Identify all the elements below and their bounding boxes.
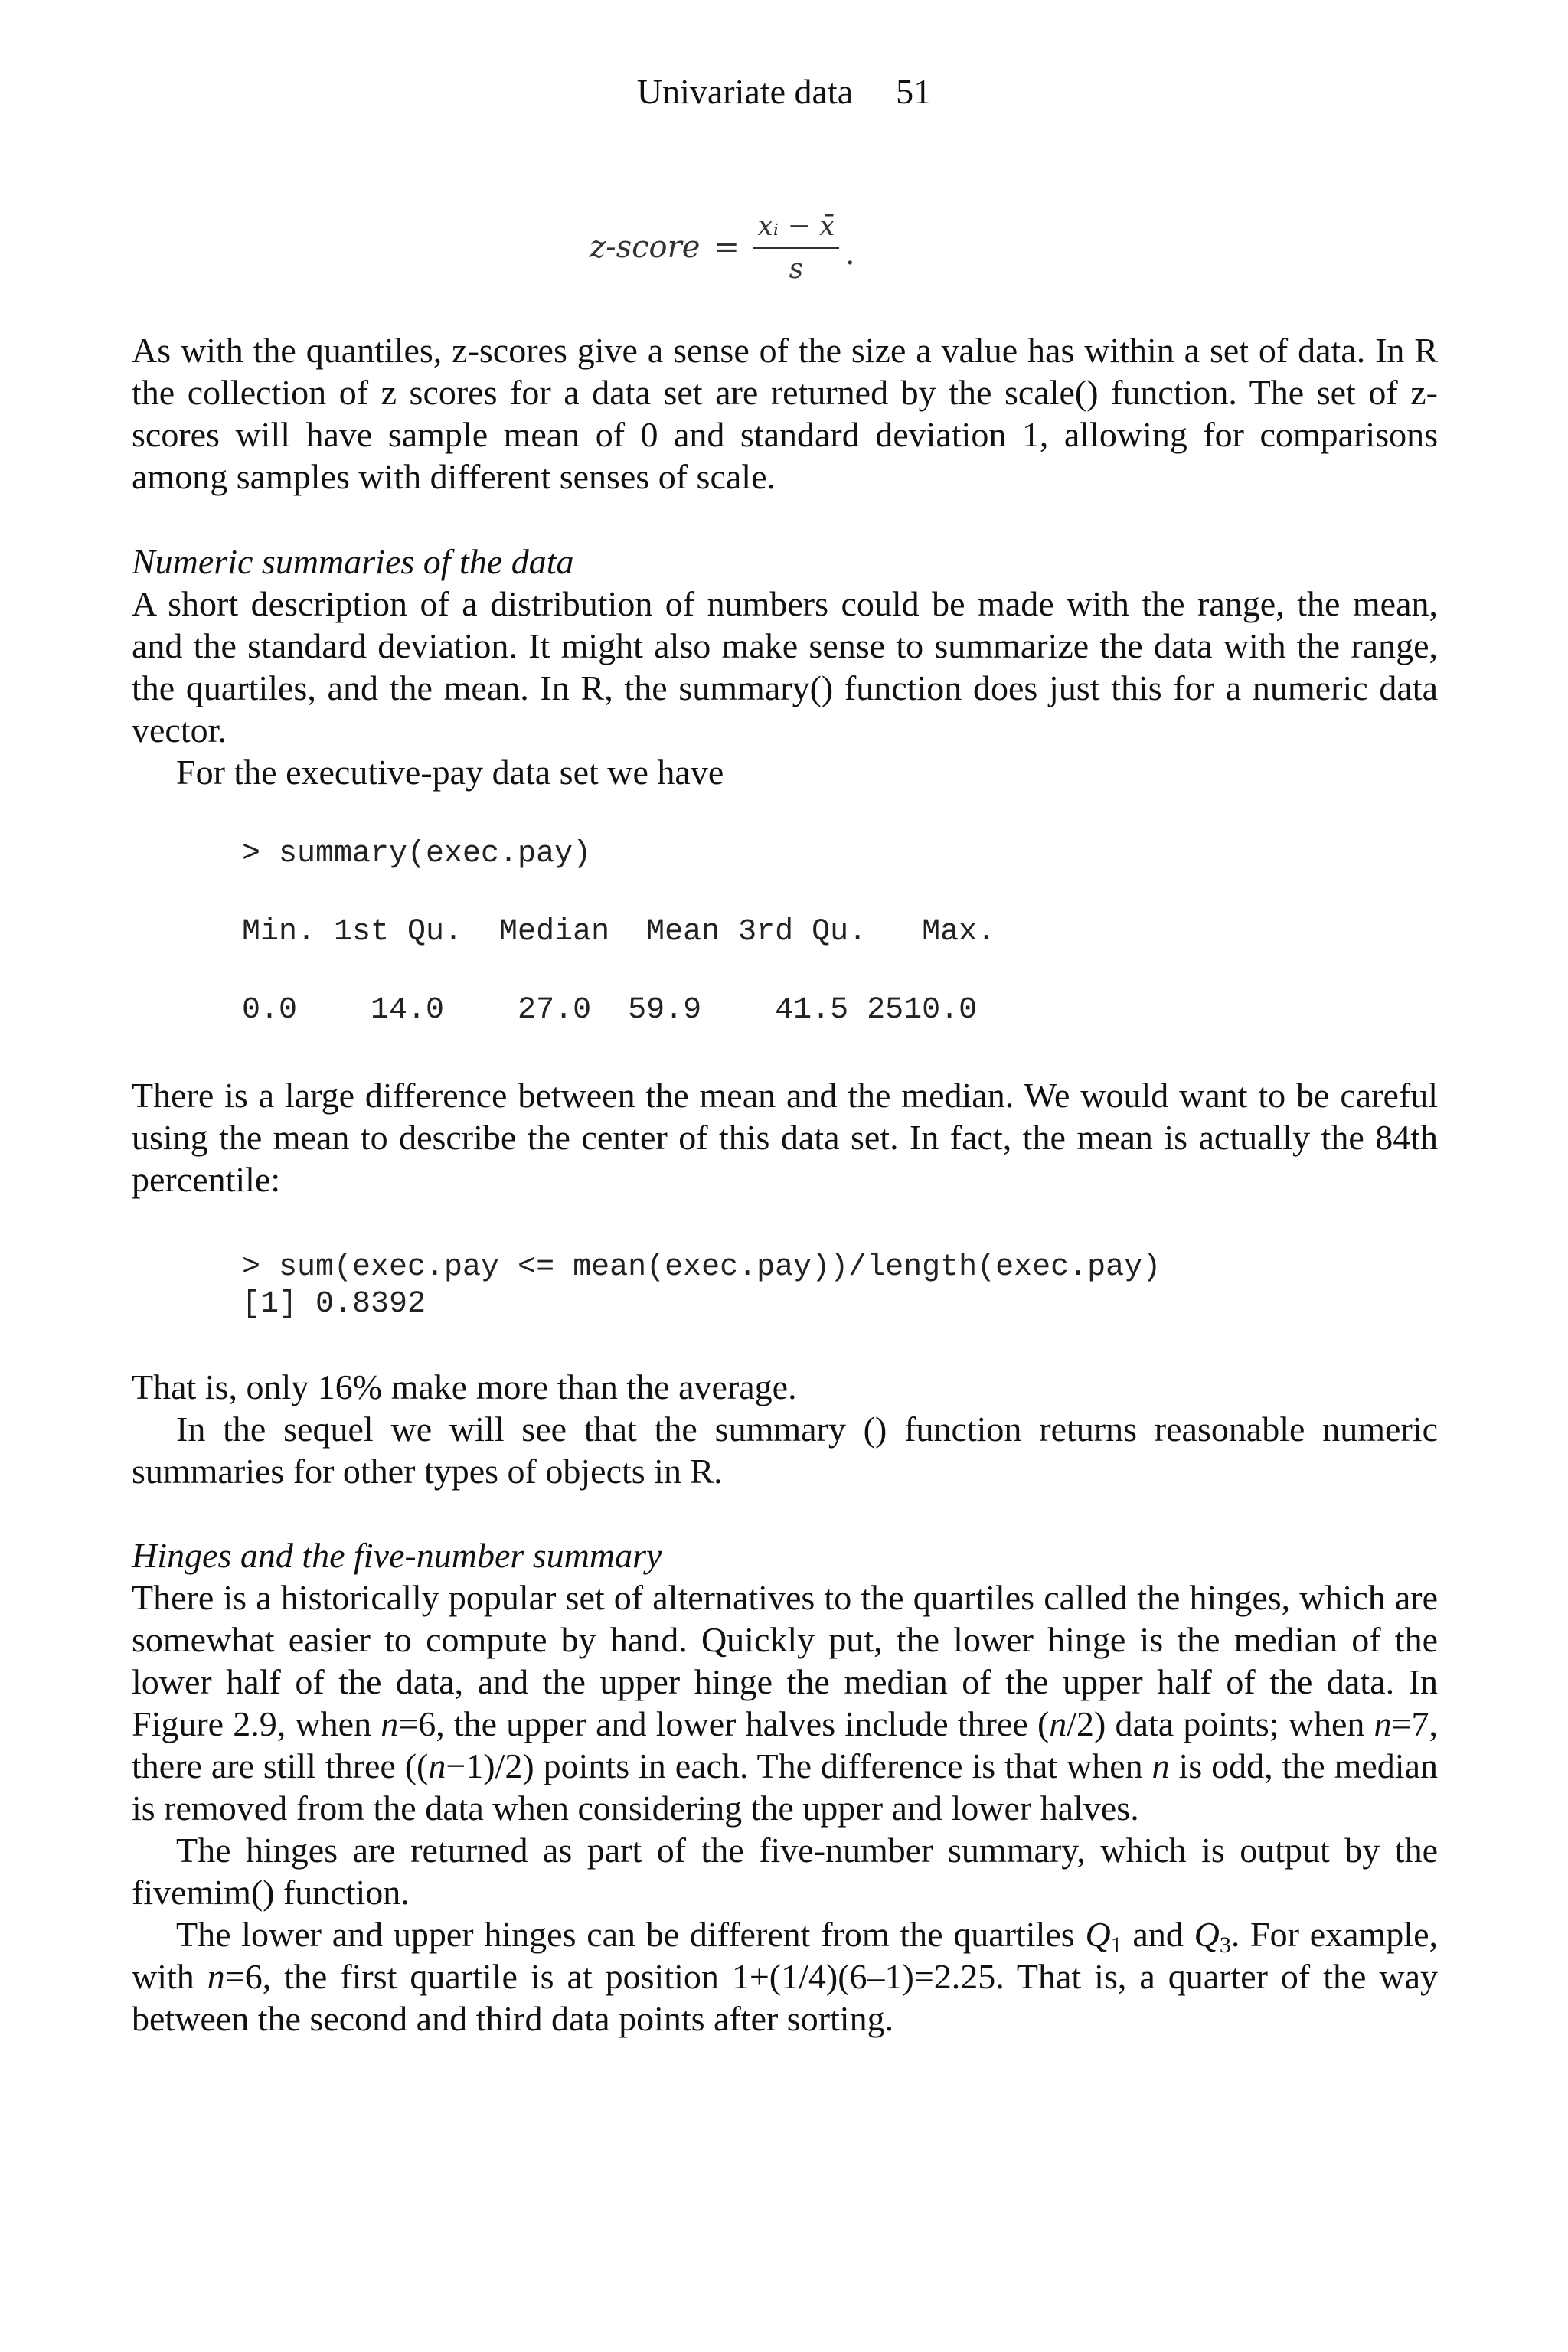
code-summary-header: Min. 1st Qu. Median Mean 3rd Qu. Max. [242, 915, 996, 949]
paragraph-only16-text: That is, only 16% make more than the average. [132, 1367, 797, 1406]
formula-fraction [753, 211, 839, 285]
paragraph-fivenum-text: The hinges are returned as part of the five-number summary, which is output by the fivemim() function. [132, 1831, 1438, 1912]
formula-lhs: z-score [590, 230, 701, 265]
paragraph-numeric [132, 583, 1438, 793]
paragraph-hinges-text: There is a historically popular set of alternatives to the quartiles called the hinges, which are somewhat easier to compute by hand. Quickly put, the lower hinge is the median of the lower half of the data, and the upper hinge the median of the upper half of the data. In Figure 2.9, when n=6, the upper and lower halves include three (n/2) data points; when n=7, there are still three ((n−1)/2) points in each. The difference is that when n is odd, the median is removed from the data when considering the upper and lower halves. [132, 1578, 1438, 1828]
formula-terminator: . [844, 237, 855, 272]
paragraph-sequel-text: In the sequel we will see that the summary () function returns reasonable numeric summaries for other types of objects in R. [132, 1410, 1438, 1491]
section-heading-numeric: Numeric summaries of the data [132, 542, 574, 581]
paragraph-only16 [132, 1366, 1438, 1492]
z-score-formula [590, 198, 855, 297]
section-heading-hinges: Hinges and the five-number summary [132, 1536, 662, 1575]
code-percentile-command: > sum(exec.pay <= mean(exec.pay))/length(exec.pay) [242, 1250, 1161, 1285]
code-percentile-output: [1] 0.8392 [242, 1287, 426, 1321]
formula-numerator: xᵢ − x̄ [757, 210, 835, 242]
formula-denominator: s [789, 253, 804, 285]
paragraph-zscore [132, 329, 1438, 498]
paragraph-hinges [132, 1576, 1438, 2040]
page-number: 51 [896, 72, 932, 111]
running-head-title: Univariate data [636, 72, 854, 111]
paragraph-execpay-text: For the executive-pay data set we have [176, 753, 724, 792]
paragraph-difference-text: There is a large difference between the mean and the median. We would want to be careful using the mean to describe the center of this data set. In fact, the mean is actually the 84th percentile: [132, 1076, 1438, 1199]
paragraph-zscore-text: As with the quantiles, z-scores give a sense of the size a value has within a set of data. In R the collection of z scores for a data set are returned by the scale() function. The set of z-scores will have sample mean of 0 and standard deviation 1, allowing for comparisons among samples with different senses of scale. [132, 331, 1438, 496]
running-head [0, 70, 1568, 113]
paragraph-difference [132, 1074, 1438, 1200]
fraction-bar [753, 247, 839, 249]
paragraph-numeric-text: A short description of a distribution of numbers could be made with the range, the mean, and the standard deviation. It might also make sense to summarize the data with the range, the quartiles, and the mean. In R, the summary() function does just this for a numeric data vector. [132, 584, 1438, 750]
paragraph-lowerupper-text: The lower and upper hinges can be different from the quartiles $Q_1$ and $Q_3$. For example, with n=6, the first quartile is at position 1+(1/4)(6–1)=2.25. That is, a quarter of the way between the second and third data points after sorting. [132, 1915, 1439, 2038]
code-summary-command: > summary(exec.pay) [242, 837, 592, 871]
code-summary-values: 0.0 14.0 27.0 59.9 41.5 2510.0 [242, 993, 978, 1027]
formula-equals: = [714, 230, 740, 265]
